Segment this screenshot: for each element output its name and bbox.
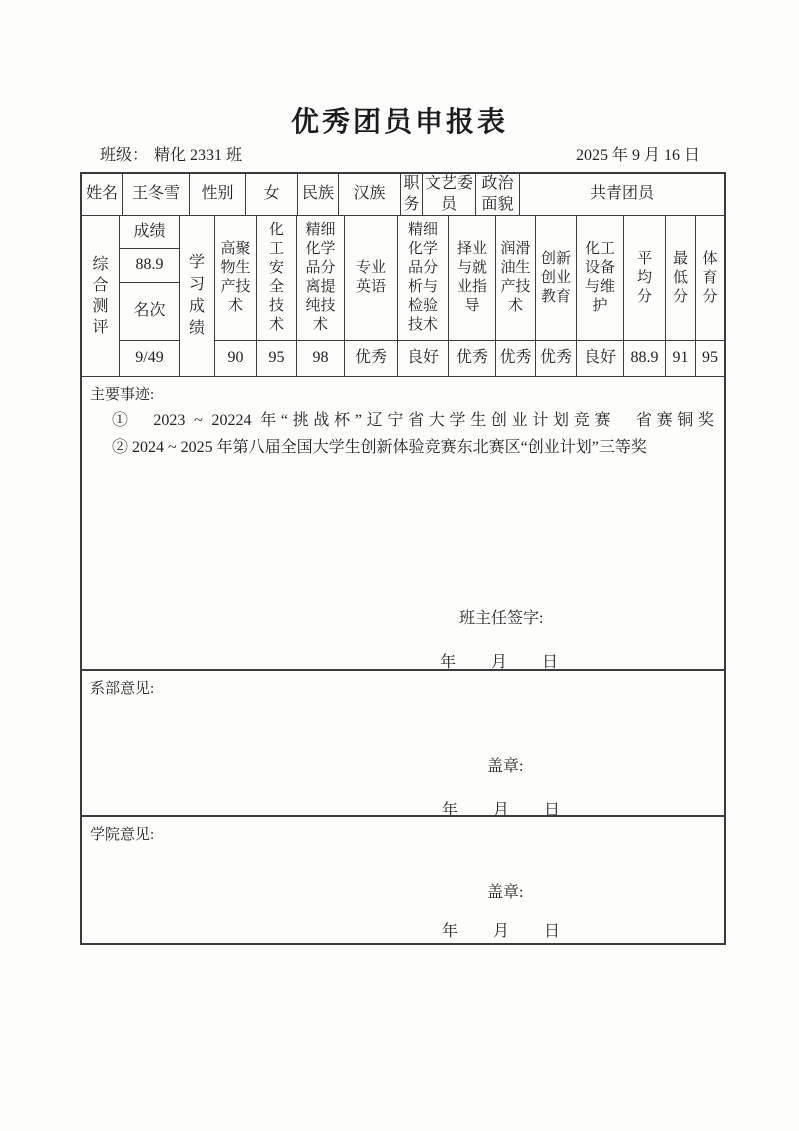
course-score: 良好 xyxy=(577,341,624,376)
course-header: 化工设备与维护 xyxy=(577,216,624,341)
ethnicity-label: 民族 xyxy=(298,174,339,215)
evaluation-section-label: 综合测评 xyxy=(82,216,120,376)
application-form-table xyxy=(80,172,726,945)
course-score: 95 xyxy=(257,341,297,376)
course-header: 化工安全技术 xyxy=(257,216,297,341)
department-opinion-label: 系部意见: xyxy=(90,681,155,697)
course-header: 择业与就业指导 xyxy=(449,216,496,341)
class-label: 班级： xyxy=(100,147,149,164)
political-status-label: 政治面貌 xyxy=(476,174,520,215)
study-score-label: 学习成绩 xyxy=(180,216,215,376)
achievement-item: ② 2024 ~ 2025 年第八届全国大学生创新体验竞赛东北赛区“创业计划”三等奖 xyxy=(112,439,647,456)
gender-label: 性别 xyxy=(190,174,246,215)
month-label: 月 xyxy=(493,923,510,940)
month-label: 月 xyxy=(491,654,508,671)
course-header: 精细化学品分析与检验技术 xyxy=(398,216,449,341)
political-status-value: 共青团员 xyxy=(589,185,654,203)
year-label: 年 xyxy=(440,654,457,671)
day-label: 日 xyxy=(544,923,561,940)
name-value: 王冬雪 xyxy=(123,174,190,215)
teacher-signature-label: 班主任签字: xyxy=(459,610,544,627)
name-label: 姓名 xyxy=(82,174,123,215)
department-opinion-section xyxy=(82,669,724,819)
college-seal-label: 盖章: xyxy=(487,884,524,901)
date-value: 2025 年 9 月 16 日 xyxy=(575,147,700,164)
gender-value: 女 xyxy=(246,174,298,215)
month-label: 月 xyxy=(493,802,510,819)
course-header: 精细化学品分离提纯技术 xyxy=(297,216,345,341)
achievements-section xyxy=(82,376,724,669)
course-score: 95 xyxy=(702,349,718,367)
year-label: 年 xyxy=(442,802,459,819)
date-blank-line xyxy=(442,918,560,941)
course-score: 88.9 xyxy=(624,341,666,376)
course-header: 高聚物生产技术 xyxy=(215,216,257,341)
position-value: 文艺委员 xyxy=(423,174,476,215)
course-score: 优秀 xyxy=(496,341,536,376)
info-row xyxy=(82,174,724,215)
course-header: 最低分 xyxy=(666,216,696,341)
achievement-item: ① 2023 ~ 20224 年“挑战杯”辽宁省大学生创业计划竞赛 省赛铜奖 xyxy=(112,412,714,429)
course-header: 专业英语 xyxy=(345,216,398,341)
rank-value: 9/49 xyxy=(120,341,180,376)
rank-label: 名次 xyxy=(120,283,180,341)
subheader xyxy=(100,142,700,165)
class-value: 精化 2331 班 xyxy=(154,147,243,164)
day-label: 日 xyxy=(544,802,561,819)
college-opinion-label: 学院意见: xyxy=(90,827,155,843)
course-score: 优秀 xyxy=(345,341,398,376)
ethnicity-value: 汉族 xyxy=(339,174,401,215)
class-line xyxy=(100,142,248,165)
course-score: 良好 xyxy=(398,341,449,376)
course-score: 优秀 xyxy=(536,341,577,376)
course-header: 润滑油生产技术 xyxy=(496,216,536,341)
course-score: 91 xyxy=(666,341,696,376)
year-label: 年 xyxy=(442,923,459,940)
college-opinion-section xyxy=(82,815,724,939)
department-seal-label: 盖章: xyxy=(487,758,524,775)
score-value: 88.9 xyxy=(120,249,180,283)
course-header: 平均分 xyxy=(624,216,666,341)
achievements-label: 主要事迹: xyxy=(90,387,155,403)
course-score: 98 xyxy=(297,341,345,376)
score-label: 成绩 xyxy=(120,216,180,249)
course-score: 优秀 xyxy=(449,341,496,376)
page-title: 优秀团员申报表 xyxy=(290,106,508,137)
course-score: 90 xyxy=(215,341,257,376)
course-header: 创新创业教育 xyxy=(536,216,577,341)
position-label: 职务 xyxy=(401,174,423,215)
evaluation-section xyxy=(82,215,724,376)
day-label: 日 xyxy=(542,654,559,671)
course-header: 体育分 xyxy=(696,216,724,341)
